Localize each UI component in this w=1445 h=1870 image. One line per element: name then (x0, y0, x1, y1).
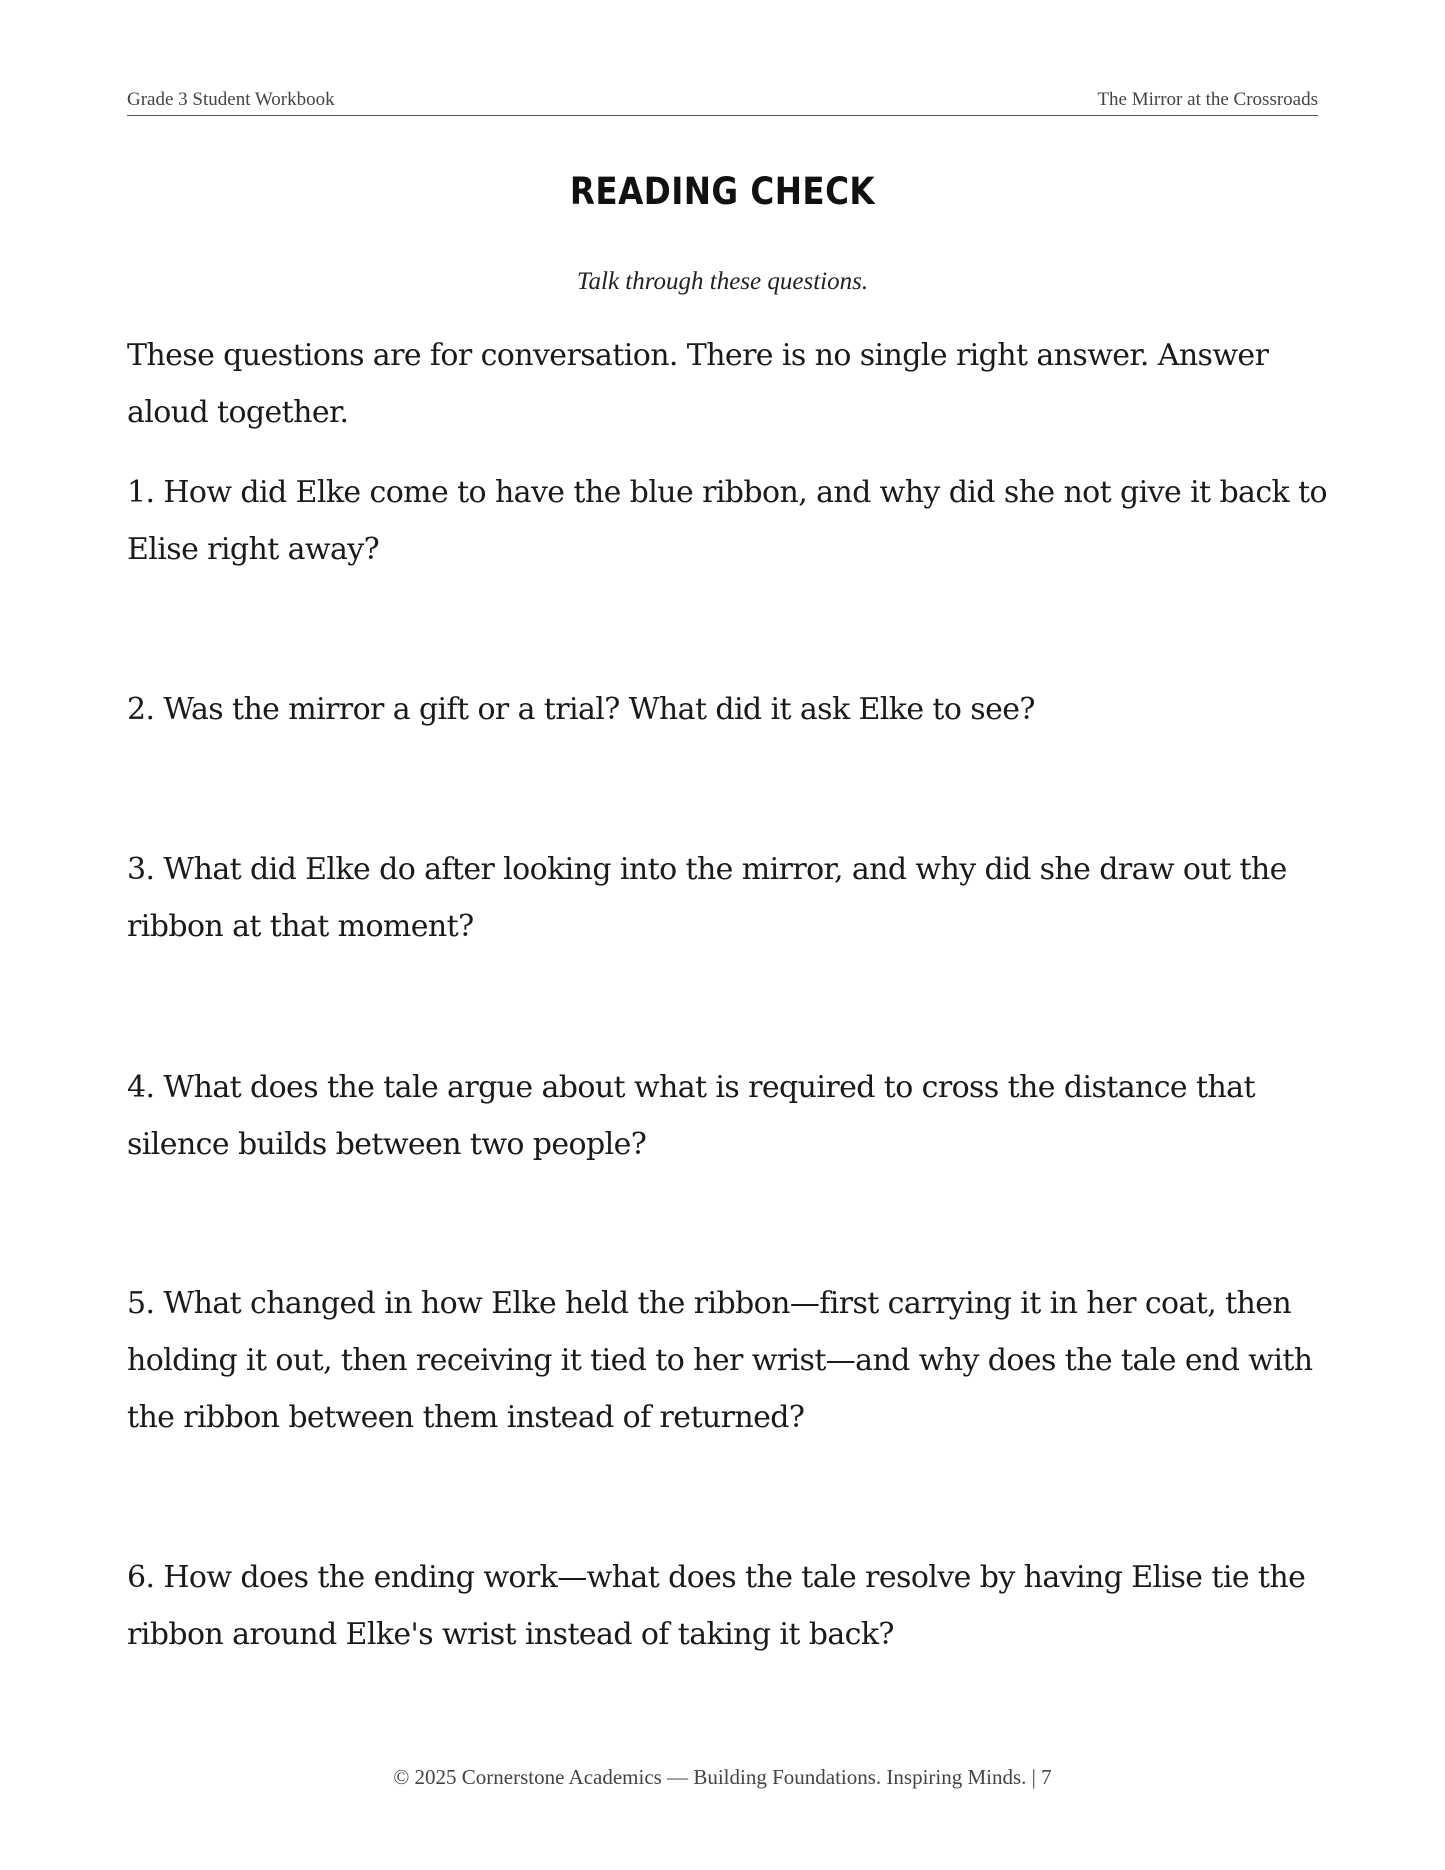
question-4: 4. What does the tale argue about what is required to cross the distance that silence builds between two people? (127, 1070, 1255, 1162)
question-1: 1. How did Elke come to have the blue ribbon, and why did she not give it back to Elise right away? (127, 475, 1327, 567)
question-6: 6. How does the ending work—what does the tale resolve by having Elise tie the ribbon around Elke's wrist instead of taking it back? (127, 1560, 1306, 1652)
page-title: READING CHECK (569, 170, 876, 213)
header-story-title: The Mirror at the Crossroads (1097, 89, 1318, 110)
header-workbook-title: Grade 3 Student Workbook (127, 89, 335, 110)
page-header (127, 83, 1318, 116)
intro-paragraph: These questions are for conversation. There is no single right answer. Answer aloud together. (127, 338, 1269, 430)
page-footer: © 2025 Cornerstone Academics — Building Foundations. Inspiring Minds. | 7 (393, 1765, 1052, 1789)
page-subtitle: Talk through these questions. (576, 268, 869, 295)
question-5: 5. What changed in how Elke held the ribbon—first carrying it in her coat, then holding it out, then receiving it tied to her wrist—and why does the tale end with the ribbon between them instead of returned? (127, 1286, 1313, 1435)
question-3: 3. What did Elke do after looking into the mirror, and why did she draw out the ribbon at that moment? (127, 852, 1287, 944)
question-2: 2. Was the mirror a gift or a trial? What did it ask Elke to see? (127, 692, 1035, 727)
